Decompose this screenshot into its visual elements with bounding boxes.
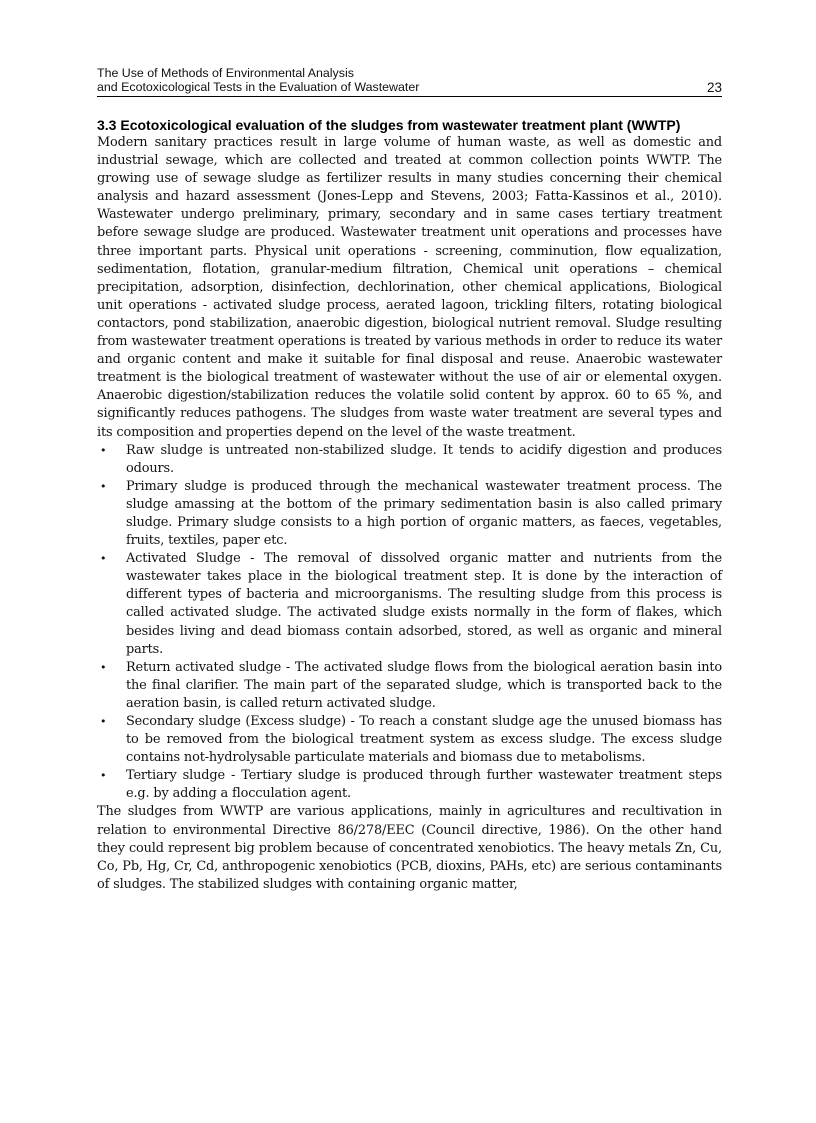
bullet-icon: •: [100, 552, 107, 566]
list-item-text: Return activated sludge - The activated sludge flows from the biological aeration basin into the final clarifier. The main part of the separated sludge, which is transported back to the aeration basin, is called return activated sludge.: [126, 659, 722, 711]
list-item: [97, 659, 722, 713]
list-item: [97, 442, 722, 478]
bullet-icon: •: [100, 715, 107, 728]
list-item-text: Tertiary sludge - Tertiary sludge is produced through further wastewater treatment steps e.g. by adding a flocculation agent.: [126, 768, 722, 802]
page: [97, 67, 722, 894]
page-number: 23: [706, 79, 722, 95]
bullet-icon: •: [100, 769, 107, 783]
sludge-types-list: [97, 442, 722, 804]
section-body: [97, 134, 722, 894]
list-item-text: Primary sludge is produced through the mechanical wastewater treatment process. The sludge amassing at the bottom of the primary sedimentation basin is also called primary sludge. Primary sludge consists to a high portion of organic matters, as faeces, vegetables, fruits, textiles, paper etc.: [126, 478, 722, 549]
running-head-line2: and Ecotoxicological Tests in the Evaluation of Wastewater: [97, 79, 420, 94]
list-item: [97, 767, 722, 803]
list-item: [97, 550, 722, 659]
closing-paragraph: The sludges from WWTP are various applications, mainly in agricultures and recultivation in relation to environmental Directive 86/278/EEC (Council directive, 1986). On the other hand they could represent big problem because of concentrated xenobiotics. The heavy metals Zn, Cu, Co, Pb, Hg, Cr, Cd, anthropogenic xenobiotics (PCB, dioxins, PAHs, etc) are serious contaminants of sludges. The stabilized sludges with containing organic matter,: [97, 804, 722, 892]
list-item-text: Activated Sludge - The removal of dissolved organic matter and nutrients from the wastewater takes place in the biological treatment step. It is done by the interaction of different types of bacteria and microorganisms. The resulting sludge from this process is called activated sludge. The activated sludge exists normally in the form of flakes, which besides living and dead biomass contain adsorbed, stored, as well as organic and mineral parts.: [126, 551, 722, 657]
running-head-line1: The Use of Methods of Environmental Analysis: [97, 66, 354, 80]
list-item-text: Raw sludge is untreated non-stabilized sludge. It tends to acidify digestion and produces odours.: [126, 442, 722, 476]
intro-paragraph: Modern sanitary practices result in large volume of human waste, as well as domestic and industrial sewage, which are collected and treated at common collection points WWTP. The growing use of sewage sludge as fertilizer results in many studies concerning their chemical analysis and hazard assessment (Jones-Lepp and Stevens, 2003; Fatta-Kassinos et al., 2010). Wastewater undergo preliminary, primary, secondary and in same cases tertiary treatment before sewage sludge are produced. Wastewater treatment unit operations and processes have three important parts. Physical unit operations - screening, comminution, flow equalization, sedimentation, flotation, granular-medium filtration, Chemical unit operations – chemical precipitation, adsorption, disinfection, dechlorination, other chemical applications, Biological unit operations - activated sludge process, aerated lagoon, trickling filters, rotating biological contactors, pond stabilization, anaerobic digestion, biological nutrient removal. Sludge resulting from wastewater treatment operations is treated by various methods in order to reduce its water and organic content and make it suitable for final disposal and reuse. Anaerobic wastewater treatment is the biological treatment of wastewater without the use of air or elemental oxygen. Anaerobic digestion/stabilization reduces the volatile solid content by approx. 60 to 65 %, and significantly reduces pathogens. The sludges from waste water treatment are several types and its composition and properties depend on the level of the waste treatment.: [97, 135, 722, 440]
bullet-icon: •: [100, 660, 107, 674]
section-title: 3.3 Ecotoxicological evaluation of the sludges from wastewater treatment plant (WWTP): [97, 117, 681, 133]
bullet-icon: •: [100, 443, 107, 457]
list-item: [97, 478, 722, 550]
running-head: [97, 67, 722, 97]
list-item-text: Secondary sludge (Excess sludge) - To reach a constant sludge age the unused biomass has to be removed from the biological treatment system as excess sludge. The excess sludge contains not-hydrolysable particulate materials and biomass due to metabolisms.: [126, 714, 722, 766]
bullet-icon: •: [100, 479, 107, 493]
list-item: [97, 713, 722, 767]
